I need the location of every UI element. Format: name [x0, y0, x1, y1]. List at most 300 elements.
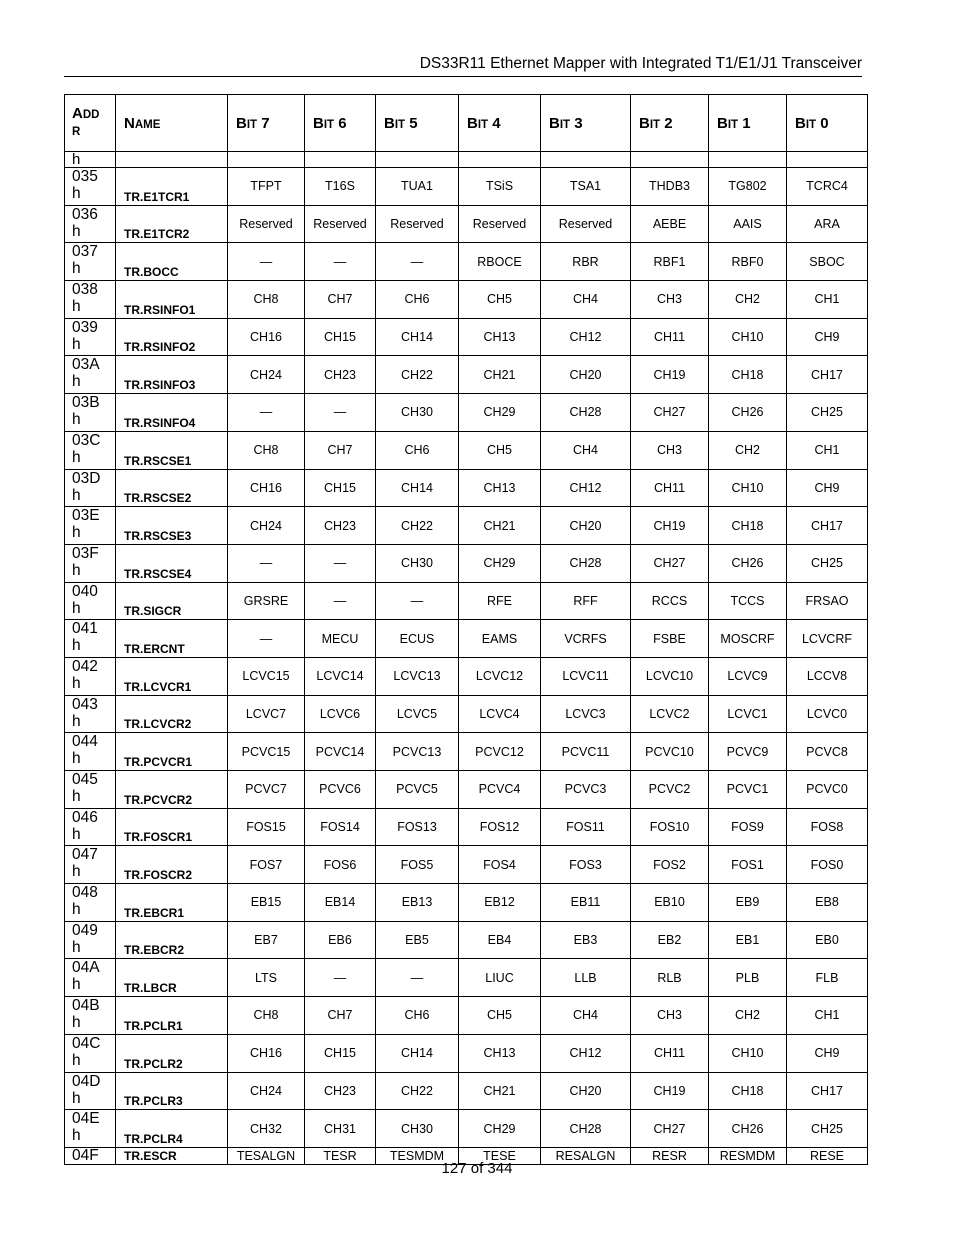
bit-0-cell: RESE	[787, 1147, 868, 1164]
bit-2-cell: CH19	[631, 1072, 709, 1110]
register-address: 047 h	[65, 846, 116, 884]
bit-6-cell: TESR	[305, 1147, 376, 1164]
bit-0-cell: FOS0	[787, 846, 868, 884]
bit-1-cell: RBF0	[709, 243, 787, 281]
bit-2-cell: CH3	[631, 997, 709, 1035]
table-row	[65, 469, 868, 507]
bit-0-cell: LCCV8	[787, 657, 868, 695]
bit-2-cell: CH3	[631, 431, 709, 469]
bit-0-cell: EB8	[787, 884, 868, 922]
register-address: 040 h	[65, 582, 116, 620]
bit-5-cell: —	[376, 959, 459, 997]
bit-1-cell: CH26	[709, 394, 787, 432]
bit-3-cell: CH20	[541, 507, 631, 545]
bit-2-cell: RBF1	[631, 243, 709, 281]
bit-7-cell: PCVC15	[228, 733, 305, 771]
bit-5-cell: CH30	[376, 544, 459, 582]
bit-5-cell: TUA1	[376, 168, 459, 206]
register-name: TR.ERCNT	[116, 620, 228, 658]
bit-1-cell: TG802	[709, 168, 787, 206]
bit-7-cell: CH8	[228, 281, 305, 319]
bit-3-cell: Reserved	[541, 205, 631, 243]
table-row	[65, 318, 868, 356]
register-address: 03B h	[65, 394, 116, 432]
bit-6-cell: FOS6	[305, 846, 376, 884]
bit-4-cell: CH21	[459, 507, 541, 545]
bit-3-cell: CH20	[541, 1072, 631, 1110]
bit-4-cell: CH29	[459, 394, 541, 432]
bit-3-cell: CH12	[541, 318, 631, 356]
bit-6-cell: —	[305, 959, 376, 997]
register-name: TR.RSCSE3	[116, 507, 228, 545]
bit-3-cell: CH28	[541, 544, 631, 582]
bit-0-cell: CH1	[787, 281, 868, 319]
bit-2-cell: RCCS	[631, 582, 709, 620]
table-row	[65, 431, 868, 469]
bit-1-cell: LCVC9	[709, 657, 787, 695]
bit-6-cell: CH7	[305, 281, 376, 319]
column-header-addr: ADD R	[65, 95, 116, 152]
bit-6-cell: CH23	[305, 1072, 376, 1110]
bit-1-cell: PCVC1	[709, 771, 787, 809]
bit-0-cell: SBOC	[787, 243, 868, 281]
bit-5-cell: CH22	[376, 507, 459, 545]
bit-2-cell: LCVC10	[631, 657, 709, 695]
bit-5-cell: PCVC13	[376, 733, 459, 771]
bit-3-cell: TSA1	[541, 168, 631, 206]
bit-1-cell: CH2	[709, 431, 787, 469]
bit-4-cell: EB4	[459, 921, 541, 959]
register-name: TR.E1TCR1	[116, 168, 228, 206]
bit-0-cell: PCVC8	[787, 733, 868, 771]
bit-0-cell: ARA	[787, 205, 868, 243]
bit-3-cell: EB3	[541, 921, 631, 959]
table-row	[65, 695, 868, 733]
bit-3-cell: RBR	[541, 243, 631, 281]
bit-2-cell: FSBE	[631, 620, 709, 658]
bit-5-cell: CH14	[376, 1034, 459, 1072]
bit-0-cell: LCVC0	[787, 695, 868, 733]
register-name: TR.PCLR3	[116, 1072, 228, 1110]
bit-7-cell: EB15	[228, 884, 305, 922]
bit-6-cell: CH31	[305, 1110, 376, 1148]
bit-0-cell: CH9	[787, 318, 868, 356]
bit-2-cell: CH27	[631, 544, 709, 582]
bit-0-cell: CH9	[787, 1034, 868, 1072]
bit-6-cell: EB6	[305, 921, 376, 959]
register-address: 03E h	[65, 507, 116, 545]
bit-4-cell: CH13	[459, 1034, 541, 1072]
column-header-bit0: BIT 0	[787, 95, 868, 152]
bit-2-cell: THDB3	[631, 168, 709, 206]
bit-7-cell: LTS	[228, 959, 305, 997]
bit-7-cell: EB7	[228, 921, 305, 959]
bit-7-cell: —	[228, 544, 305, 582]
register-name: TR.PCLR4	[116, 1110, 228, 1148]
bit-1-cell: CH18	[709, 1072, 787, 1110]
bit-4-cell: EAMS	[459, 620, 541, 658]
bit-2-cell: CH3	[631, 281, 709, 319]
bit-5-cell: CH6	[376, 281, 459, 319]
bit-5-cell: CH14	[376, 469, 459, 507]
bit-6-cell: LCVC14	[305, 657, 376, 695]
bit-0-cell: CH17	[787, 356, 868, 394]
bit-4-cell: FOS4	[459, 846, 541, 884]
bit-4-cell: CH5	[459, 997, 541, 1035]
bit-4-cell: CH29	[459, 1110, 541, 1148]
bit-7-cell: TESALGN	[228, 1147, 305, 1164]
register-address: 049 h	[65, 921, 116, 959]
bit-7-cell: CH8	[228, 997, 305, 1035]
table-row	[65, 168, 868, 206]
header-addr-suffix: h	[65, 152, 116, 168]
register-address: 04D h	[65, 1072, 116, 1110]
bit-7-cell: —	[228, 243, 305, 281]
bit-7-cell: FOS15	[228, 808, 305, 846]
table-row	[65, 205, 868, 243]
bit-3-cell: CH12	[541, 469, 631, 507]
bit-1-cell: CH26	[709, 544, 787, 582]
table-row	[65, 356, 868, 394]
bit-2-cell: EB2	[631, 921, 709, 959]
bit-2-cell: CH19	[631, 507, 709, 545]
bit-2-cell: CH27	[631, 1110, 709, 1148]
register-table	[64, 94, 868, 1165]
register-name: TR.RSINFO3	[116, 356, 228, 394]
bit-5-cell: PCVC5	[376, 771, 459, 809]
bit-1-cell: CH18	[709, 507, 787, 545]
register-address: 038 h	[65, 281, 116, 319]
bit-3-cell: CH4	[541, 431, 631, 469]
register-address: 03C h	[65, 431, 116, 469]
bit-4-cell: CH5	[459, 281, 541, 319]
bit-4-cell: CH21	[459, 356, 541, 394]
bit-3-cell: PCVC11	[541, 733, 631, 771]
bit-1-cell: TCCS	[709, 582, 787, 620]
bit-1-cell: PLB	[709, 959, 787, 997]
bit-5-cell: EB13	[376, 884, 459, 922]
bit-4-cell: Reserved	[459, 205, 541, 243]
bit-2-cell: CH27	[631, 394, 709, 432]
bit-0-cell: EB0	[787, 921, 868, 959]
table-row	[65, 733, 868, 771]
bit-1-cell: CH2	[709, 997, 787, 1035]
column-header-bit6: BIT 6	[305, 95, 376, 152]
table-row	[65, 281, 868, 319]
register-name: TR.LCVCR2	[116, 695, 228, 733]
table-row	[65, 544, 868, 582]
register-name: TR.PCVCR1	[116, 733, 228, 771]
bit-6-cell: —	[305, 582, 376, 620]
bit-7-cell: CH16	[228, 1034, 305, 1072]
table-row	[65, 1072, 868, 1110]
bit-0-cell: TCRC4	[787, 168, 868, 206]
bit-1-cell: EB1	[709, 921, 787, 959]
register-address: 03F h	[65, 544, 116, 582]
table-row	[65, 1110, 868, 1148]
bit-1-cell: EB9	[709, 884, 787, 922]
register-name: TR.RSINFO2	[116, 318, 228, 356]
register-address: 039 h	[65, 318, 116, 356]
bit-7-cell: Reserved	[228, 205, 305, 243]
bit-3-cell: CH4	[541, 281, 631, 319]
register-name: TR.PCVCR2	[116, 771, 228, 809]
bit-7-cell: CH32	[228, 1110, 305, 1148]
register-name: TR.PCLR2	[116, 1034, 228, 1072]
bit-2-cell: PCVC2	[631, 771, 709, 809]
document-title: DS33R11 Ethernet Mapper with Integrated T1/E1/J1 Transceiver	[419, 55, 862, 72]
bit-0-cell: CH1	[787, 431, 868, 469]
bit-5-cell: CH30	[376, 1110, 459, 1148]
register-name: TR.RSCSE1	[116, 431, 228, 469]
bit-2-cell: CH11	[631, 1034, 709, 1072]
bit-5-cell: FOS13	[376, 808, 459, 846]
bit-6-cell: CH7	[305, 431, 376, 469]
bit-3-cell: PCVC3	[541, 771, 631, 809]
bit-5-cell: CH6	[376, 431, 459, 469]
bit-5-cell: EB5	[376, 921, 459, 959]
page-number: 127 of 344	[441, 1160, 513, 1177]
bit-6-cell: Reserved	[305, 205, 376, 243]
bit-3-cell: VCRFS	[541, 620, 631, 658]
column-header-bit5: BIT 5	[376, 95, 459, 152]
register-name: TR.FOSCR2	[116, 846, 228, 884]
bit-6-cell: LCVC6	[305, 695, 376, 733]
bit-7-cell: PCVC7	[228, 771, 305, 809]
bit-2-cell: CH11	[631, 469, 709, 507]
table-row	[65, 582, 868, 620]
bit-4-cell: LIUC	[459, 959, 541, 997]
bit-2-cell: AEBE	[631, 205, 709, 243]
register-address: 04C h	[65, 1034, 116, 1072]
bit-7-cell: TFPT	[228, 168, 305, 206]
bit-3-cell: LCVC3	[541, 695, 631, 733]
bit-3-cell: CH4	[541, 997, 631, 1035]
bit-0-cell: PCVC0	[787, 771, 868, 809]
bit-6-cell: CH15	[305, 1034, 376, 1072]
table-row	[65, 620, 868, 658]
bit-1-cell: MOSCRF	[709, 620, 787, 658]
bit-4-cell: PCVC12	[459, 733, 541, 771]
bit-1-cell: CH10	[709, 318, 787, 356]
bit-0-cell: CH17	[787, 507, 868, 545]
register-address: 044 h	[65, 733, 116, 771]
register-address: 04B h	[65, 997, 116, 1035]
bit-5-cell: Reserved	[376, 205, 459, 243]
bit-0-cell: CH25	[787, 544, 868, 582]
bit-1-cell: LCVC1	[709, 695, 787, 733]
bit-5-cell: TESMDM	[376, 1147, 459, 1164]
bit-4-cell: CH13	[459, 469, 541, 507]
register-name: TR.LBCR	[116, 959, 228, 997]
bit-5-cell: CH22	[376, 356, 459, 394]
register-name: TR.LCVCR1	[116, 657, 228, 695]
bit-1-cell: PCVC9	[709, 733, 787, 771]
table-row	[65, 959, 868, 997]
register-address: 03A h	[65, 356, 116, 394]
bit-4-cell: TESE	[459, 1147, 541, 1164]
table-row	[65, 884, 868, 922]
register-name: TR.PCLR1	[116, 997, 228, 1035]
bit-1-cell: FOS9	[709, 808, 787, 846]
table-row	[65, 243, 868, 281]
bit-7-cell: —	[228, 394, 305, 432]
bit-5-cell: ECUS	[376, 620, 459, 658]
bit-1-cell: CH26	[709, 1110, 787, 1148]
bit-2-cell: FOS10	[631, 808, 709, 846]
register-name: TR.E1TCR2	[116, 205, 228, 243]
register-name: TR.RSCSE4	[116, 544, 228, 582]
register-name: TR.ESCR	[116, 1147, 228, 1164]
bit-1-cell: FOS1	[709, 846, 787, 884]
table-row	[65, 997, 868, 1035]
bit-4-cell: LCVC12	[459, 657, 541, 695]
bit-6-cell: CH7	[305, 997, 376, 1035]
bit-3-cell: LCVC11	[541, 657, 631, 695]
bit-4-cell: TSiS	[459, 168, 541, 206]
bit-6-cell: —	[305, 544, 376, 582]
register-address: 037 h	[65, 243, 116, 281]
table-row	[65, 846, 868, 884]
bit-5-cell: CH14	[376, 318, 459, 356]
bit-1-cell: RESMDM	[709, 1147, 787, 1164]
bit-3-cell: RESALGN	[541, 1147, 631, 1164]
table-row	[65, 771, 868, 809]
bit-0-cell: FRSAO	[787, 582, 868, 620]
bit-5-cell: LCVC5	[376, 695, 459, 733]
bit-3-cell: CH28	[541, 394, 631, 432]
bit-1-cell: CH18	[709, 356, 787, 394]
table-row	[65, 1034, 868, 1072]
bit-5-cell: CH30	[376, 394, 459, 432]
bit-0-cell: CH25	[787, 394, 868, 432]
bit-2-cell: CH19	[631, 356, 709, 394]
register-address: 043 h	[65, 695, 116, 733]
header-suffix-row	[65, 152, 868, 168]
bit-7-cell: LCVC15	[228, 657, 305, 695]
bit-5-cell: —	[376, 582, 459, 620]
column-header-bit7: BIT 7	[228, 95, 305, 152]
bit-1-cell: CH10	[709, 1034, 787, 1072]
register-name: TR.RSINFO1	[116, 281, 228, 319]
bit-7-cell: CH16	[228, 469, 305, 507]
register-address: 042 h	[65, 657, 116, 695]
register-name: TR.RSINFO4	[116, 394, 228, 432]
bit-3-cell: CH20	[541, 356, 631, 394]
bit-0-cell: FOS8	[787, 808, 868, 846]
register-address: 046 h	[65, 808, 116, 846]
register-address: 04E h	[65, 1110, 116, 1148]
register-name: TR.EBCR1	[116, 884, 228, 922]
bit-7-cell: CH16	[228, 318, 305, 356]
bit-6-cell: CH23	[305, 356, 376, 394]
register-table-body	[65, 168, 868, 1165]
bit-6-cell: PCVC14	[305, 733, 376, 771]
bit-3-cell: CH12	[541, 1034, 631, 1072]
bit-6-cell: —	[305, 394, 376, 432]
bit-2-cell: FOS2	[631, 846, 709, 884]
bit-3-cell: LLB	[541, 959, 631, 997]
bit-4-cell: CH29	[459, 544, 541, 582]
bit-4-cell: CH21	[459, 1072, 541, 1110]
bit-7-cell: FOS7	[228, 846, 305, 884]
register-name: TR.SIGCR	[116, 582, 228, 620]
bit-1-cell: AAIS	[709, 205, 787, 243]
column-header-name: NAME	[116, 95, 228, 152]
bit-5-cell: CH6	[376, 997, 459, 1035]
table-row	[65, 657, 868, 695]
bit-6-cell: CH15	[305, 318, 376, 356]
bit-0-cell: CH17	[787, 1072, 868, 1110]
table-row	[65, 808, 868, 846]
bit-3-cell: RFF	[541, 582, 631, 620]
bit-2-cell: RLB	[631, 959, 709, 997]
register-address: 04F	[65, 1147, 116, 1164]
bit-5-cell: LCVC13	[376, 657, 459, 695]
table-row	[65, 394, 868, 432]
bit-4-cell: EB12	[459, 884, 541, 922]
column-header-bit3: BIT 3	[541, 95, 631, 152]
bit-4-cell: CH13	[459, 318, 541, 356]
table-row	[65, 507, 868, 545]
bit-7-cell: CH24	[228, 507, 305, 545]
bit-6-cell: —	[305, 243, 376, 281]
bit-6-cell: PCVC6	[305, 771, 376, 809]
bit-5-cell: —	[376, 243, 459, 281]
bit-2-cell: EB10	[631, 884, 709, 922]
bit-2-cell: PCVC10	[631, 733, 709, 771]
bit-5-cell: FOS5	[376, 846, 459, 884]
bit-4-cell: FOS12	[459, 808, 541, 846]
register-address: 045 h	[65, 771, 116, 809]
table-row	[65, 921, 868, 959]
running-header	[64, 54, 862, 77]
register-name: TR.EBCR2	[116, 921, 228, 959]
bit-4-cell: CH5	[459, 431, 541, 469]
column-header-bit1: BIT 1	[709, 95, 787, 152]
register-address: 036 h	[65, 205, 116, 243]
bit-3-cell: FOS11	[541, 808, 631, 846]
register-name: TR.BOCC	[116, 243, 228, 281]
bit-0-cell: CH25	[787, 1110, 868, 1148]
register-address: 041 h	[65, 620, 116, 658]
bit-3-cell: FOS3	[541, 846, 631, 884]
bit-7-cell: LCVC7	[228, 695, 305, 733]
bit-7-cell: CH24	[228, 356, 305, 394]
bit-6-cell: CH23	[305, 507, 376, 545]
column-header-bit4: BIT 4	[459, 95, 541, 152]
bit-2-cell: CH11	[631, 318, 709, 356]
bit-7-cell: GRSRE	[228, 582, 305, 620]
register-name: TR.FOSCR1	[116, 808, 228, 846]
bit-6-cell: T16S	[305, 168, 376, 206]
bit-3-cell: EB11	[541, 884, 631, 922]
register-address: 04A h	[65, 959, 116, 997]
bit-4-cell: PCVC4	[459, 771, 541, 809]
bit-7-cell: —	[228, 620, 305, 658]
register-address: 048 h	[65, 884, 116, 922]
bit-1-cell: CH2	[709, 281, 787, 319]
bit-6-cell: CH15	[305, 469, 376, 507]
register-address: 035 h	[65, 168, 116, 206]
bit-1-cell: CH10	[709, 469, 787, 507]
bit-4-cell: RBOCE	[459, 243, 541, 281]
bit-7-cell: CH24	[228, 1072, 305, 1110]
bit-0-cell: LCVCRF	[787, 620, 868, 658]
bit-2-cell: RESR	[631, 1147, 709, 1164]
bit-4-cell: RFE	[459, 582, 541, 620]
register-address: 03D h	[65, 469, 116, 507]
